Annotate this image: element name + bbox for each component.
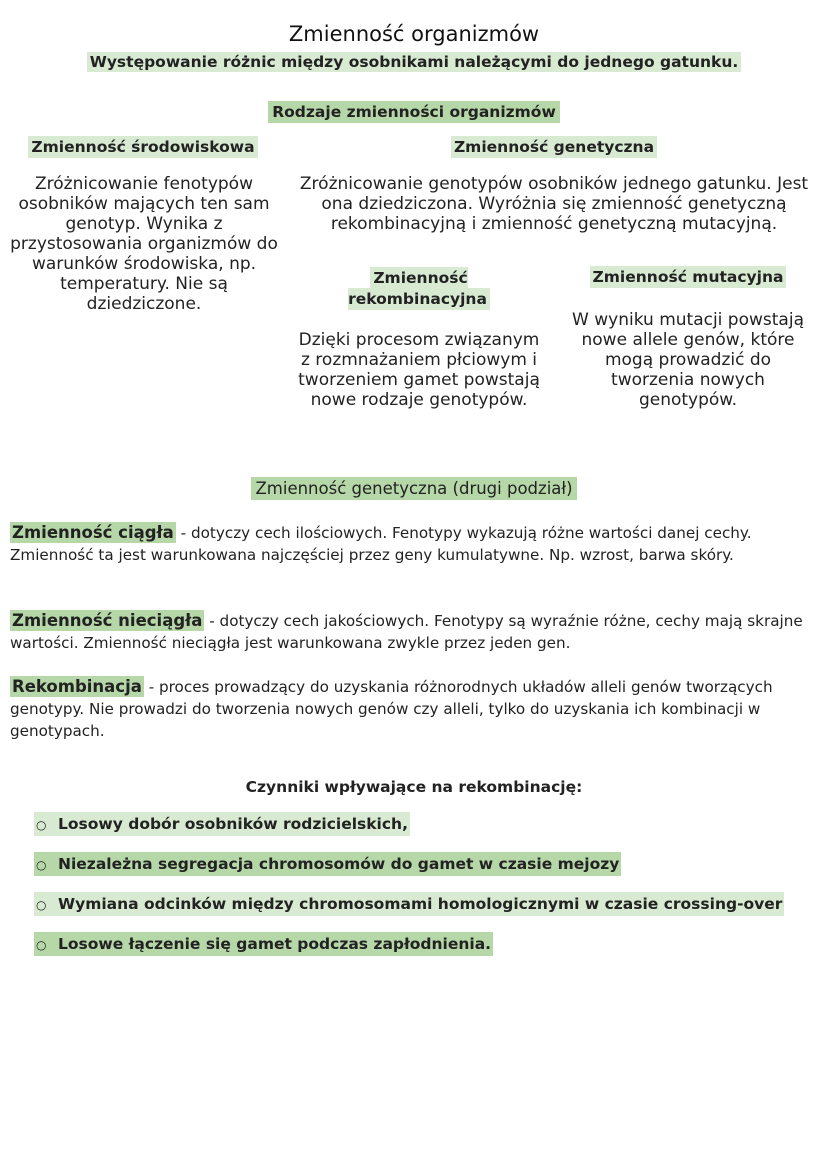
- definition-discontinuous: [10, 610, 820, 654]
- list-item-text: Wymiana odcinków między chromosomami homologicznymi w czasie crossing-over: [58, 895, 783, 913]
- second-heading-text: Zmienność genetyczna (drugi podział): [251, 477, 576, 500]
- definition-text: - dotyczy cech jakościowych. Fenotypy są wyraźnie różne, cechy mają skrajne wartości. Zmienność nieciągła jest warunkowana zwykle przez jeden gen.: [10, 612, 803, 652]
- definition-text: - dotyczy cech ilościowych. Fenotypy wykazują różne wartości danej cechy. Zmienność ta jest warunkowana najczęściej przez geny kumulatywne. Np. wzrost, barwa skóry.: [10, 524, 752, 564]
- definition-recombination: [10, 676, 820, 742]
- list-item-highlight: [34, 892, 784, 916]
- factors-list: [34, 815, 814, 975]
- mutation-heading-text: Zmienność mutacyjna: [590, 266, 787, 288]
- definition-term: Zmienność nieciągła: [12, 611, 203, 630]
- recombination-body: Dzięki procesom związanym z rozmnażaniem płciowym i tworzeniem gamet powstają nowe rodzaje genotypów.: [298, 330, 540, 410]
- list-item-text: Losowe łączenie się gamet podczas zapłodnienia.: [58, 935, 492, 953]
- page-title: Zmienność organizmów: [288, 22, 540, 46]
- subtitle-text: Występowanie różnic między osobnikami należącymi do jednego gatunku.: [87, 52, 742, 72]
- definition-continuous: [10, 522, 820, 566]
- environmental-body: Zróżnicowanie fenotypów osobników mających ten sam genotyp. Wynika z przystosowania organizmów do warunków środowiska, np. temperatury. Nie są dziedziczone.: [10, 174, 278, 314]
- definition-term: Rekombinacja: [12, 677, 142, 696]
- bullet-circle-icon: ○: [36, 898, 47, 912]
- list-item-highlight: [34, 932, 493, 956]
- genetic-heading-text: Zmienność genetyczna: [451, 136, 657, 158]
- environmental-heading-text: Zmienność środowiskowa: [28, 136, 257, 158]
- definition-text: - proces prowadzący do uzyskania różnorodnych układów alleli genów tworzących genotypy. Nie prowadzi do tworzenia nowych genów czy alleli, tylko do uzyskania ich kombinacji w genotypach.: [10, 678, 773, 740]
- list-item-text: Losowy dobór osobników rodzicielskich,: [58, 815, 408, 833]
- section-heading-types: [0, 103, 828, 121]
- list-item: [34, 815, 814, 855]
- section-heading-second-division: [0, 479, 828, 498]
- genetic-heading: [290, 138, 818, 156]
- genetic-body: Zróżnicowanie genotypów osobników jednego gatunku. Jest ona dziedziczona. Wyróżnia się zmienność genetyczną rekombinacyjną i zmienność genetyczną mutacyjną.: [299, 174, 809, 234]
- recombination-heading: [300, 268, 538, 310]
- mutation-body: W wyniku mutacji powstają nowe allele genów, które mogą prowadzić do tworzenia nowych genotypów.: [572, 310, 804, 410]
- page-subtitle: [0, 53, 828, 71]
- recombination-heading-text: Zmienność rekombinacyjna: [348, 267, 490, 310]
- bullet-circle-icon: ○: [36, 858, 47, 872]
- list-item-highlight: [34, 852, 621, 876]
- mutation-heading: [566, 268, 810, 286]
- types-heading-text: Rodzaje zmienności organizmów: [268, 101, 560, 123]
- environmental-heading: [10, 138, 276, 156]
- definition-term: Zmienność ciągła: [12, 523, 174, 542]
- list-item: [34, 895, 814, 935]
- list-item-highlight: [34, 812, 410, 836]
- list-item: [34, 935, 814, 975]
- bullet-circle-icon: ○: [36, 938, 47, 952]
- factors-heading: Czynniki wpływające na rekombinację:: [245, 778, 583, 796]
- list-item-text: Niezależna segregacja chromosomów do gamet w czasie mejozy: [58, 855, 620, 873]
- list-item: [34, 855, 814, 895]
- bullet-circle-icon: ○: [36, 818, 47, 832]
